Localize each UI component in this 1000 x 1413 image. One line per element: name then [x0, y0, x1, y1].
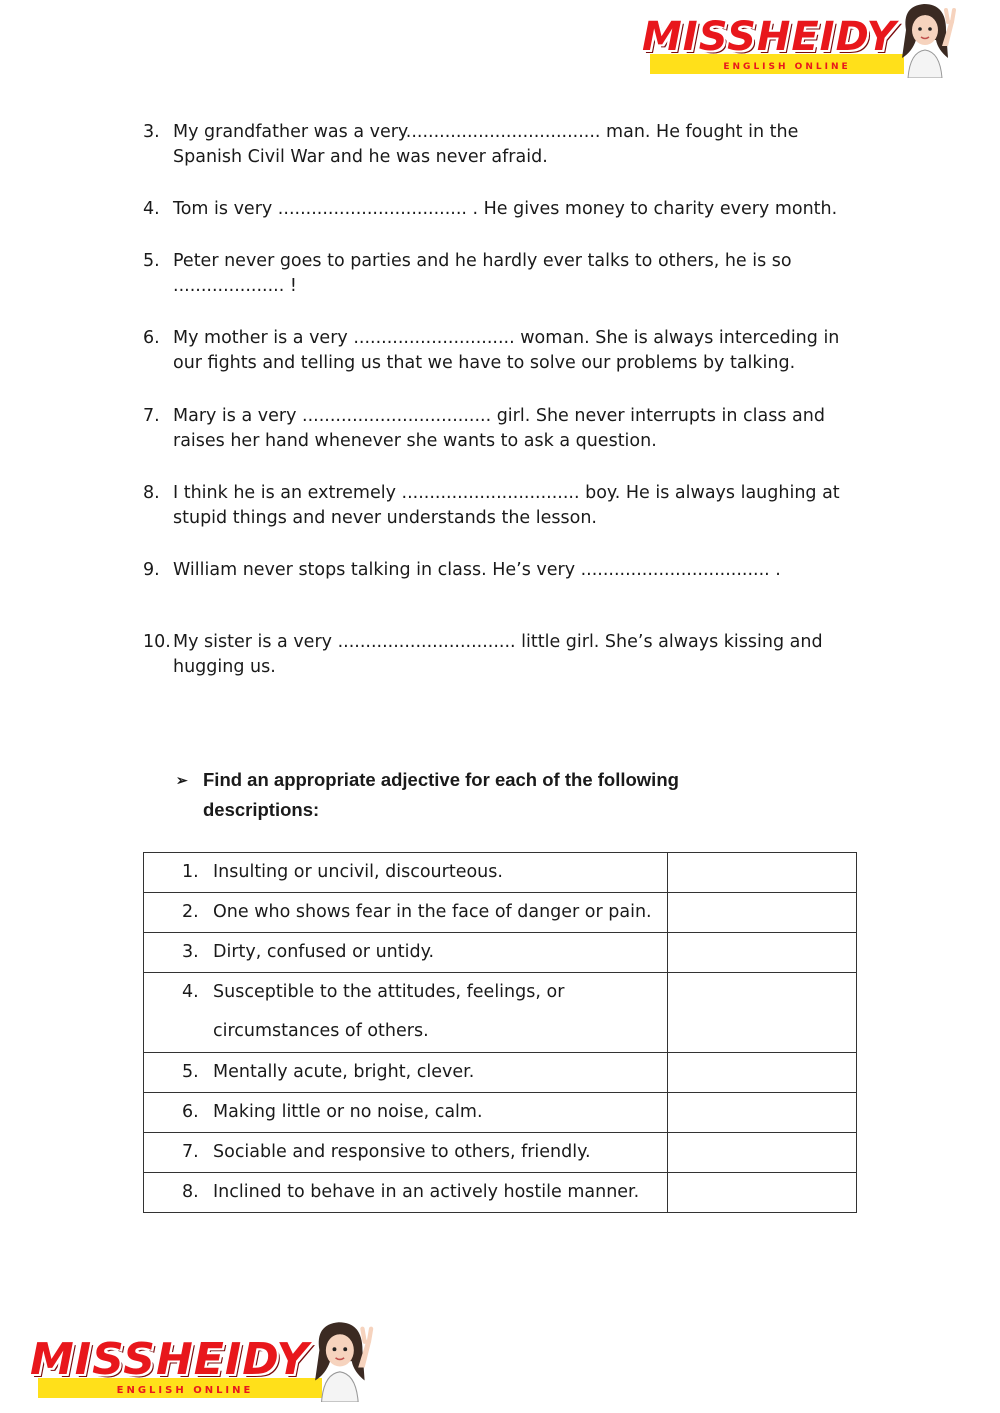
- description-text: Making little or no noise, calm.: [213, 1102, 483, 1122]
- table-row: [144, 1093, 857, 1133]
- description-cell: [144, 933, 668, 973]
- answer-cell[interactable]: [668, 933, 857, 973]
- description-number: 6.: [182, 1102, 199, 1122]
- description-text: Mentally acute, bright, clever.: [213, 1062, 475, 1082]
- description-number: 8.: [182, 1182, 199, 1202]
- exercise-item: [143, 197, 863, 222]
- exercise-item: [143, 404, 863, 454]
- table-row: [144, 1173, 857, 1213]
- brand-logo-top: [632, 0, 962, 78]
- description-text: Dirty, confused or untidy.: [213, 942, 435, 962]
- table-row: [144, 853, 857, 893]
- description-text: Insulting or uncivil, discourteous.: [213, 862, 503, 882]
- exercise-number: 5.: [143, 251, 160, 271]
- exercise-text: My mother is a very ............................. woman. She is always interceding in our fights and telling us that we have to solve our problems by talking.: [173, 328, 840, 373]
- exercise-text: Tom is very .................................. . He gives money to charity every month.: [173, 199, 838, 219]
- answer-cell[interactable]: [668, 853, 857, 893]
- exercise-text: Mary is a very .................................. girl. She never interrupts in class and raises her hand whenever she wants to ask a question.: [173, 406, 825, 451]
- table-row: [144, 893, 857, 933]
- answer-cell[interactable]: [668, 893, 857, 933]
- exercise-item: [143, 558, 863, 583]
- description-number: 4.: [182, 982, 199, 1002]
- exercise-number: 6.: [143, 328, 160, 348]
- description-cell: [144, 1173, 668, 1213]
- girl-avatar-icon: [892, 0, 962, 78]
- answer-cell[interactable]: [668, 1133, 857, 1173]
- description-number: 1.: [182, 862, 199, 882]
- description-number: 5.: [182, 1062, 199, 1082]
- description-cell: [144, 1093, 668, 1133]
- exercise-text: Peter never goes to parties and he hardly ever talks to others, he is so .................... !: [173, 251, 792, 296]
- exercise-text: William never stops talking in class. He’s very .................................. .: [173, 560, 781, 580]
- arrow-bullet-icon: ➢: [176, 772, 188, 788]
- exercise-item: [143, 326, 863, 376]
- exercise-text: My grandfather was a very................................... man. He fought in the Spanish Civil War and he was never afraid.: [173, 122, 799, 167]
- answer-cell[interactable]: [668, 1173, 857, 1213]
- exercise-number: 10.: [143, 632, 171, 652]
- logo-wordmark: MISSHEIDY: [30, 1334, 310, 1385]
- exercise-text: My sister is a very ................................ little girl. She’s always kissing and hugging us.: [173, 632, 823, 677]
- description-cell: [144, 1053, 668, 1093]
- exercise-number: 9.: [143, 560, 160, 580]
- descriptions-table: [143, 852, 857, 1213]
- description-text: Sociable and responsive to others, friendly.: [213, 1142, 591, 1162]
- table-row: [144, 933, 857, 973]
- description-cell: [144, 973, 668, 1053]
- description-cell: [144, 1133, 668, 1173]
- logo-wordmark: MISSHEIDY: [642, 14, 897, 60]
- section-instruction: [176, 765, 796, 825]
- girl-avatar-icon: [304, 1318, 380, 1402]
- description-number: 2.: [182, 902, 199, 922]
- description-cell: [144, 893, 668, 933]
- description-number: 3.: [182, 942, 199, 962]
- table-row: [144, 1053, 857, 1093]
- exercise-text: I think he is an extremely ................................ boy. He is always laughing at stupid things and never understands the lesson.: [173, 483, 840, 528]
- exercise-number: 4.: [143, 199, 160, 219]
- exercise-item: [143, 630, 863, 680]
- exercise-number: 3.: [143, 122, 160, 142]
- logo-tagline: ENGLISH ONLINE: [116, 1385, 254, 1396]
- exercise-item: [143, 481, 863, 531]
- exercise-number: 8.: [143, 483, 160, 503]
- table-row: [144, 1133, 857, 1173]
- description-text: One who shows fear in the face of danger or pain.: [213, 902, 652, 922]
- description-text: Susceptible to the attitudes, feelings, or circumstances of others.: [213, 982, 565, 1041]
- description-text: Inclined to behave in an actively hostile manner.: [213, 1182, 640, 1202]
- exercise-item: [143, 120, 863, 170]
- answer-cell[interactable]: [668, 1053, 857, 1093]
- answer-cell[interactable]: [668, 1093, 857, 1133]
- brand-logo-bottom: [20, 1318, 380, 1402]
- description-cell: [144, 853, 668, 893]
- logo-tagline: ENGLISH ONLINE: [723, 62, 851, 72]
- exercise-number: 7.: [143, 406, 160, 426]
- exercise-item: [143, 249, 863, 299]
- table-row: [144, 973, 857, 1053]
- description-number: 7.: [182, 1142, 199, 1162]
- instruction-text: Find an appropriate adjective for each of the following descriptions:: [203, 769, 679, 820]
- answer-cell[interactable]: [668, 973, 857, 1053]
